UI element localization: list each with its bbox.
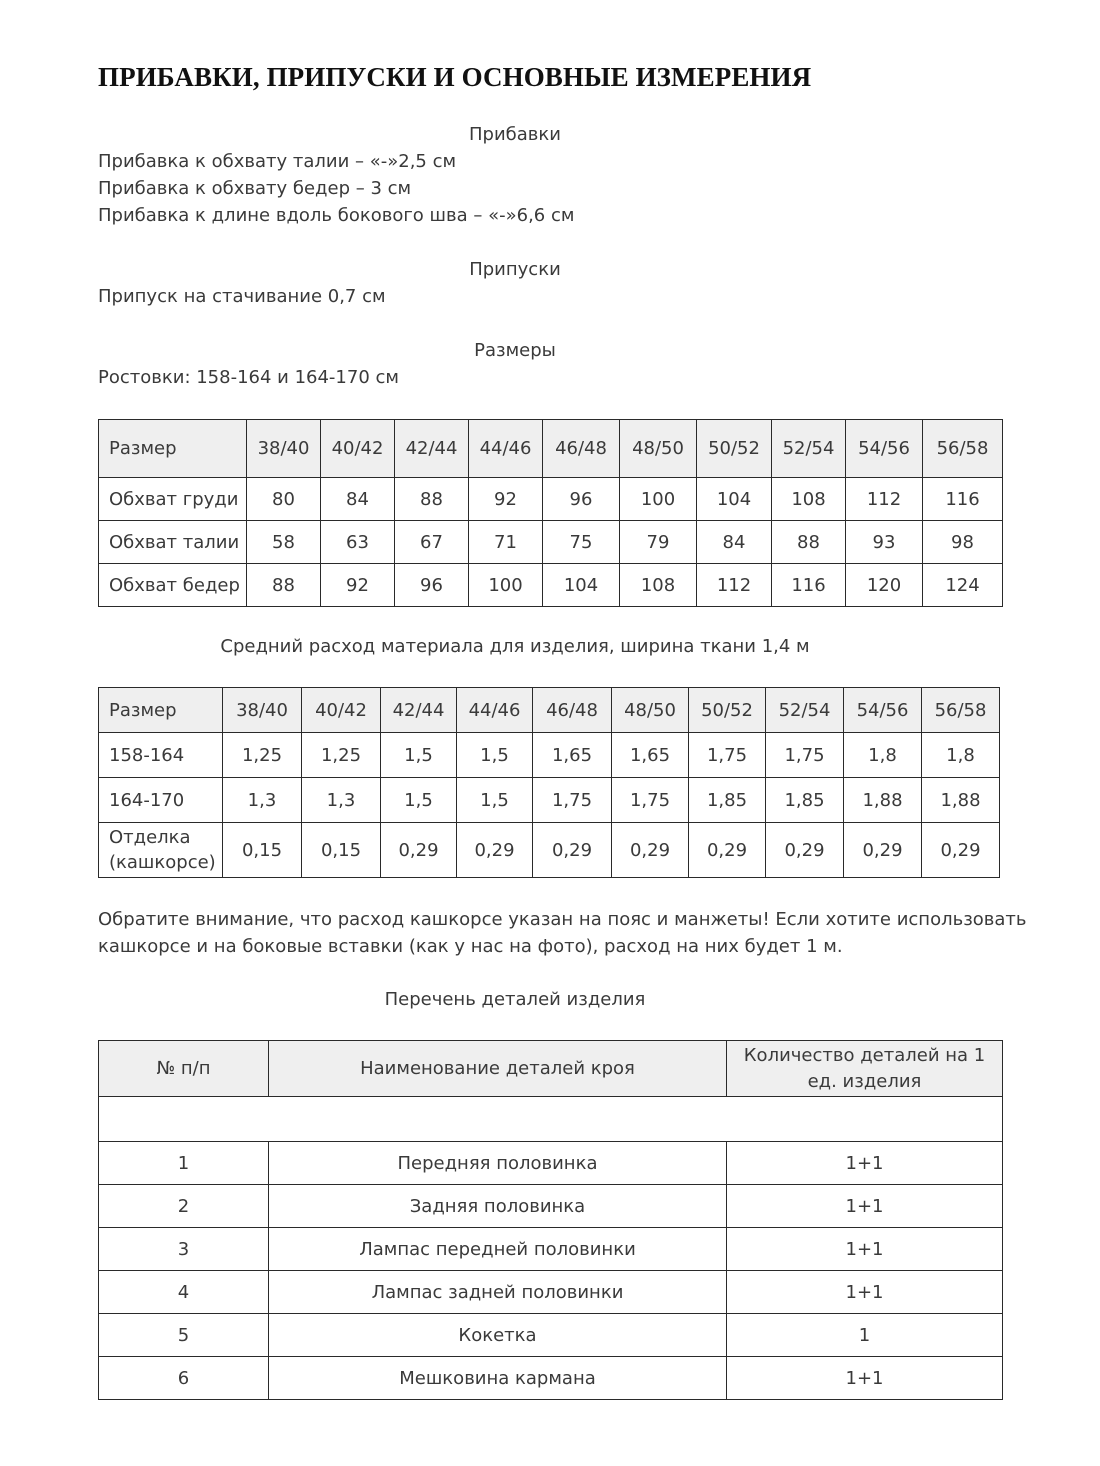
- parts-spacer-row: [99, 1097, 1003, 1142]
- table-cell: 120: [846, 564, 923, 607]
- table-cell: 1,3: [223, 778, 302, 823]
- sizes-header-row: [99, 420, 1003, 478]
- row-label: 164-170: [99, 778, 223, 823]
- table-cell: 1,85: [766, 778, 844, 823]
- table-cell: 0,29: [612, 823, 689, 878]
- allowances-heading: Прибавки: [469, 124, 561, 145]
- consumption-header-row: [99, 688, 1000, 733]
- table-row: [99, 733, 1000, 778]
- part-number: 2: [99, 1185, 269, 1228]
- table-cell: 1,88: [922, 778, 1000, 823]
- table-cell: 96: [395, 564, 469, 607]
- part-quantity: 1+1: [727, 1271, 1003, 1314]
- part-name: Задняя половинка: [269, 1185, 727, 1228]
- table-cell: 80: [247, 478, 321, 521]
- table-cell: 124: [923, 564, 1003, 607]
- table-row: [99, 778, 1000, 823]
- table-cell: 1,65: [533, 733, 612, 778]
- table-cell: 1,5: [381, 733, 457, 778]
- header-cell: Наименование деталей кроя: [269, 1041, 727, 1097]
- table-cell: 108: [620, 564, 697, 607]
- table-cell: 1,5: [457, 733, 533, 778]
- table-cell: 67: [395, 521, 469, 564]
- header-cell: Количество деталей на 1 ед. изделия: [727, 1041, 1003, 1097]
- table-cell: 92: [321, 564, 395, 607]
- header-cell: 42/44: [395, 420, 469, 478]
- table-cell: 112: [697, 564, 772, 607]
- table-cell: 93: [846, 521, 923, 564]
- consumption-note: Обратите внимание, что расход кашкорсе указан на пояс и манжеты! Если хотите использовать кашкорсе и на боковые вставки (как у нас на фото), расход на них будет 1 м.: [98, 909, 1027, 957]
- table-cell: 1,75: [612, 778, 689, 823]
- table-cell: 1,25: [223, 733, 302, 778]
- table-cell: 116: [923, 478, 1003, 521]
- table-cell: 1,88: [844, 778, 922, 823]
- table-cell: 1,5: [457, 778, 533, 823]
- sizes-table: [98, 419, 1003, 607]
- header-cell: 52/54: [766, 688, 844, 733]
- part-quantity: 1+1: [727, 1142, 1003, 1185]
- table-cell: 104: [543, 564, 620, 607]
- table-cell: 108: [772, 478, 846, 521]
- header-cell: 38/40: [223, 688, 302, 733]
- row-label: Обхват бедер: [99, 564, 247, 607]
- table-row: [99, 478, 1003, 521]
- table-row: [99, 1142, 1003, 1185]
- table-cell: 88: [395, 478, 469, 521]
- table-row: [99, 1314, 1003, 1357]
- part-name: Мешковина кармана: [269, 1357, 727, 1400]
- parts-table: [98, 1040, 1003, 1400]
- header-cell: 46/48: [533, 688, 612, 733]
- table-row: [99, 1357, 1003, 1400]
- table-cell: 0,29: [922, 823, 1000, 878]
- part-name: Кокетка: [269, 1314, 727, 1357]
- part-number: 6: [99, 1357, 269, 1400]
- table-cell: 112: [846, 478, 923, 521]
- table-row: [99, 564, 1003, 607]
- part-quantity: 1+1: [727, 1228, 1003, 1271]
- table-row: [99, 1228, 1003, 1271]
- header-cell: 38/40: [247, 420, 321, 478]
- table-cell: 88: [772, 521, 846, 564]
- header-cell: 44/46: [457, 688, 533, 733]
- part-number: 5: [99, 1314, 269, 1357]
- table-row: [99, 1185, 1003, 1228]
- table-cell: 92: [469, 478, 543, 521]
- table-cell: 1,8: [844, 733, 922, 778]
- table-cell: 1,8: [922, 733, 1000, 778]
- row-label: 158-164: [99, 733, 223, 778]
- table-cell: 1,5: [381, 778, 457, 823]
- header-cell: 48/50: [620, 420, 697, 478]
- table-cell: 71: [469, 521, 543, 564]
- header-cell: 48/50: [612, 688, 689, 733]
- table-cell: 1,75: [766, 733, 844, 778]
- table-cell: 1,65: [612, 733, 689, 778]
- header-cell: 50/52: [697, 420, 772, 478]
- table-cell: 63: [321, 521, 395, 564]
- part-number: 3: [99, 1228, 269, 1271]
- row-label: Отделка (кашкорсе): [99, 823, 223, 878]
- table-row: [99, 823, 1000, 878]
- table-cell: 0,29: [533, 823, 612, 878]
- consumption-heading: Средний расход материала для изделия, ширина ткани 1,4 м: [220, 636, 810, 657]
- header-cell: 52/54: [772, 420, 846, 478]
- table-cell: 88: [247, 564, 321, 607]
- table-cell: 0,15: [223, 823, 302, 878]
- header-cell: № п/п: [99, 1041, 269, 1097]
- table-cell: 0,29: [844, 823, 922, 878]
- table-cell: 0,29: [457, 823, 533, 878]
- header-cell: Размер: [99, 688, 223, 733]
- empty-cell: [99, 1097, 1003, 1142]
- table-cell: 0,15: [302, 823, 381, 878]
- header-cell: 44/46: [469, 420, 543, 478]
- part-quantity: 1: [727, 1314, 1003, 1357]
- table-row: [99, 1271, 1003, 1314]
- table-cell: 98: [923, 521, 1003, 564]
- table-cell: 1,85: [689, 778, 766, 823]
- header-cell: 40/42: [302, 688, 381, 733]
- part-number: 1: [99, 1142, 269, 1185]
- page-title: ПРИБАВКИ, ПРИПУСКИ И ОСНОВНЫЕ ИЗМЕРЕНИЯ: [98, 62, 812, 92]
- table-cell: 0,29: [766, 823, 844, 878]
- table-cell: 84: [697, 521, 772, 564]
- table-cell: 100: [469, 564, 543, 607]
- header-cell: 56/58: [922, 688, 1000, 733]
- table-cell: 75: [543, 521, 620, 564]
- seam-line: Припуск на стачивание 0,7 см: [98, 286, 386, 307]
- part-quantity: 1+1: [727, 1185, 1003, 1228]
- part-name: Лампас задней половинки: [269, 1271, 727, 1314]
- table-cell: 1,3: [302, 778, 381, 823]
- header-cell: 40/42: [321, 420, 395, 478]
- table-cell: 96: [543, 478, 620, 521]
- allowance-line-length: Прибавка к длине вдоль бокового шва – «-»6,6 см: [98, 205, 575, 226]
- table-cell: 0,29: [381, 823, 457, 878]
- table-cell: 1,75: [689, 733, 766, 778]
- part-name: Передняя половинка: [269, 1142, 727, 1185]
- header-cell: 42/44: [381, 688, 457, 733]
- table-cell: 1,75: [533, 778, 612, 823]
- part-quantity: 1+1: [727, 1357, 1003, 1400]
- allowance-line-hips: Прибавка к обхвату бедер – 3 см: [98, 178, 412, 199]
- parts-header-row: [99, 1041, 1003, 1097]
- header-cell: 54/56: [844, 688, 922, 733]
- table-cell: 116: [772, 564, 846, 607]
- parts-heading: Перечень деталей изделия: [384, 989, 646, 1010]
- seam-heading: Припуски: [469, 259, 561, 280]
- header-cell: 50/52: [689, 688, 766, 733]
- header-cell: 46/48: [543, 420, 620, 478]
- heights-line: Ростовки: 158-164 и 164-170 см: [98, 367, 399, 388]
- table-cell: 1,25: [302, 733, 381, 778]
- table-row: [99, 521, 1003, 564]
- sizes-heading: Размеры: [474, 340, 556, 361]
- table-cell: 79: [620, 521, 697, 564]
- table-cell: 100: [620, 478, 697, 521]
- table-cell: 84: [321, 478, 395, 521]
- header-cell: Размер: [99, 420, 247, 478]
- part-name: Лампас передней половинки: [269, 1228, 727, 1271]
- consumption-table: [98, 687, 1000, 878]
- header-cell: 56/58: [923, 420, 1003, 478]
- allowance-line-waist: Прибавка к обхвату талии – «-»2,5 см: [98, 151, 457, 172]
- table-cell: 0,29: [689, 823, 766, 878]
- row-label: Обхват талии: [99, 521, 247, 564]
- header-cell: 54/56: [846, 420, 923, 478]
- table-cell: 104: [697, 478, 772, 521]
- row-label: Обхват груди: [99, 478, 247, 521]
- part-number: 4: [99, 1271, 269, 1314]
- table-cell: 58: [247, 521, 321, 564]
